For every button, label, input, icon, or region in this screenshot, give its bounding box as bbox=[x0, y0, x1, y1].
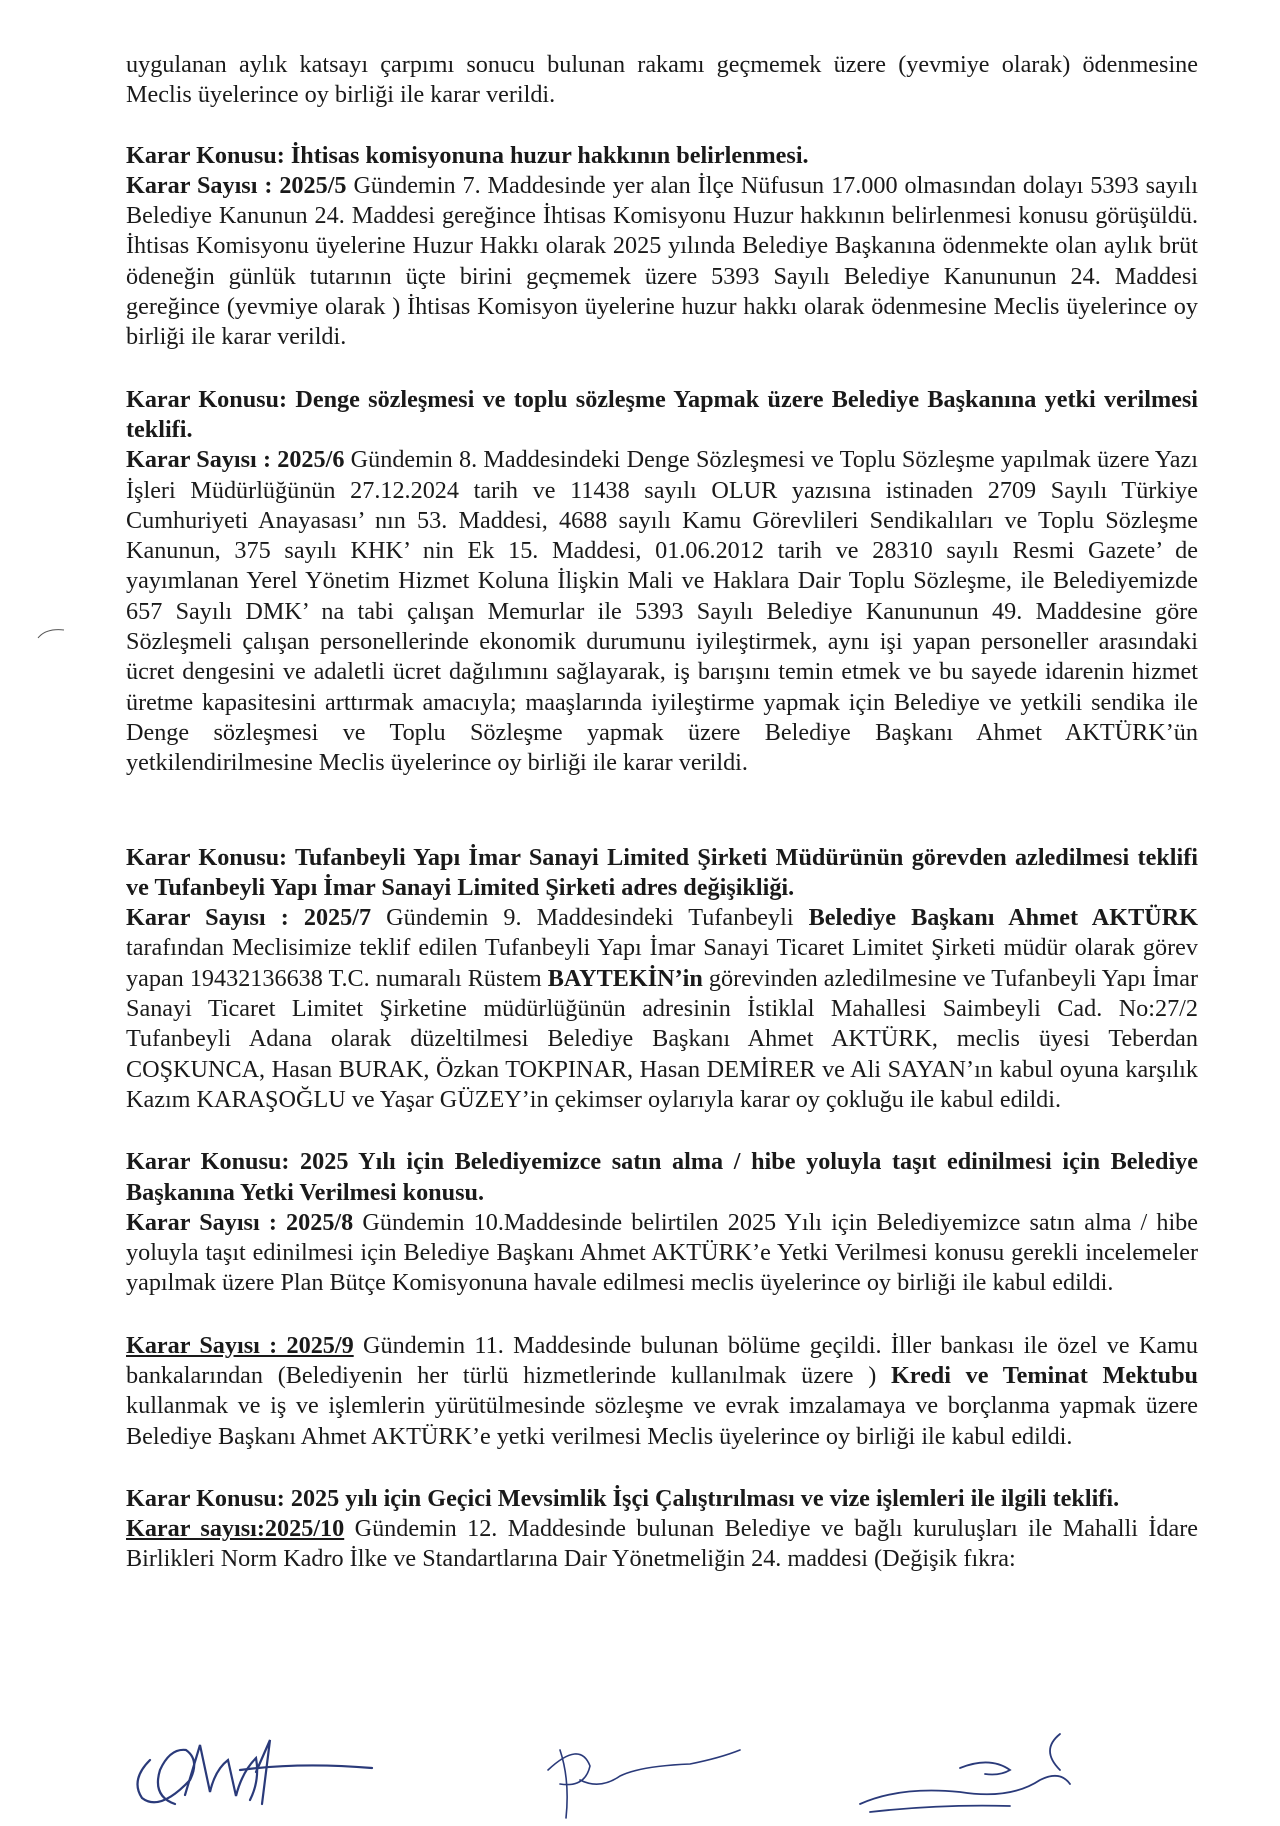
decision-paragraph bbox=[126, 1331, 1198, 1452]
decision-subject: Karar Konusu: 2025 Yılı için Belediyemizce satın alma / hibe yoluyla taşıt edinilmesi için Belediye Başkanına Yetki Verilmesi konusu. bbox=[126, 1148, 1198, 1206]
signatures bbox=[0, 1700, 1280, 1826]
decision-paragraph bbox=[126, 1514, 1198, 1575]
decision-number: Karar Sayısı : 2025/7 bbox=[126, 904, 372, 932]
decision-bold-text: Belediye Başkanı Ahmet AKTÜRK bbox=[808, 904, 1198, 932]
decision-body-part: tarafından Meclisimize teklif edilen Tufanbeyli Yapı İmar Sanayi Ticaret Limitet Şirketi müdür olarak görev yapan 19432136638 T.C. numaralı Rüstem bbox=[126, 934, 1198, 992]
decision-paragraph bbox=[126, 445, 1198, 778]
signature-right bbox=[860, 1734, 1070, 1812]
decision-paragraph bbox=[126, 171, 1198, 353]
decision-body-part: Gündemin 11. Maddesinde bulunan bölüme geçildi. İller bankası ile özel ve Kamu bankalarından (Belediyenin her türlü hizmetlerinde kullanılmak üzere ) bbox=[126, 1331, 1198, 1389]
decision-number: Karar Sayısı : 2025/8 bbox=[126, 1208, 354, 1236]
decision-paragraph bbox=[126, 903, 1198, 1115]
decision-bold-text: BAYTEKİN’in bbox=[547, 964, 703, 992]
signature-middle bbox=[548, 1750, 740, 1818]
decision-number: Karar Sayısı : 2025/5 bbox=[126, 171, 347, 199]
decision-number: Karar Sayısı : 2025/9 bbox=[126, 1331, 354, 1359]
decision-body: Gündemin 8. Maddesindeki Denge Sözleşmesi ve Toplu Sözleşme yapılmak üzere Yazı İşleri Müdürlüğünün 27.12.2024 tarih ve 11438 sayılı OLUR yazısına istinaden 2709 Sayılı Türkiye Cumhuriyeti Anayasası’ nın 53. Maddesi, 4688 sayılı Kamu Görevlileri Sendikalıları ve Toplu Sözleşme Kanunun, 375 sayılı KHK’ nin Ek 15. Maddesi, 01.06.2012 tarih ve 28310 sayılı Resmi Gazete’ de yayımlanan Yerel Yönetim Hizmet Koluna İlişkin Mali ve Haklara Dair Toplu Sözleşme, ile Belediyemizde 657 Sayılı DMK’ na tabi çalışan Memurlar ile 5393 Sayılı Belediye Kanununun 49. Maddesine göre Sözleşmeli çalışan personellerinde ekonomik durumunu iyileştirmek, aynı işi yapan personeller arasındaki ücret dengesini ve adaletli ücret dağılımını sağlayarak, iş barışını temin etmek ve bu sayede idarenin hizmet üretme kapasitesini arttırmak amacıyla; maaşlarında iyileştirme yapmak için Belediye ve yetkili sendika ile Denge sözleşmesi ve Toplu Sözleşme yapmak üzere Belediye Başkanı Ahmet AKTÜRK’ün yetkilendirilmesine Meclis üyelerince oy birliği ile karar verildi. bbox=[126, 446, 1198, 777]
decision-body-part: Gündemin 9. Maddesindeki Tufanbeyli bbox=[371, 904, 809, 932]
decision-subject: Karar Konusu: Tufanbeyli Yapı İmar Sanayi Limited Şirketi Müdürünün görevden azledilmesi teklifi ve Tufanbeyli Yapı İmar Sanayi Limited Şirketi adres değişikliği. bbox=[126, 843, 1198, 901]
decision-subject: Karar Konusu: 2025 yılı için Geçici Mevsimlik İşçi Çalıştırılması ve vize işlemleri ile ilgili teklifi. bbox=[126, 1484, 1120, 1512]
decision-subject: Karar Konusu: Denge sözleşmesi ve toplu sözleşme Yapmak üzere Belediye Başkanına yetki verilmesi teklifi. bbox=[126, 385, 1198, 443]
decision-paragraph bbox=[126, 1208, 1198, 1299]
intro-paragraph: uygulanan aylık katsayı çarpımı sonucu bulunan rakamı geçmemek üzere (yevmiye olarak) ödenmesine Meclis üyelerince oy birliği ile karar verildi. bbox=[126, 51, 1198, 109]
document-page bbox=[126, 50, 1198, 1575]
decision-number: Karar sayısı:2025/10 bbox=[126, 1515, 345, 1543]
decision-body: Gündemin 7. Maddesinde yer alan İlçe Nüfusun 17.000 olmasından dolayı 5393 sayılı Belediye Kanunun 24. Maddesi gereğince İhtisas Komisyonu Huzur hakkının belirlenmesi konusu görüşüldü. İhtisas Komisyonu üyelerine Huzur Hakkı olarak 2025 yılında Belediye Başkanına ödenmekte olan aylık brüt ödeneğin günlük tutarının üçte birini geçmemek üzere 5393 Sayılı Belediye Kanununun 24. Maddesi gereğince (yevmiye olarak ) İhtisas Komisyon üyelerine huzur hakkı olarak ödenmesine Meclis üyelerince oy birliği ile karar verildi. bbox=[126, 171, 1198, 351]
margin-mark bbox=[36, 626, 66, 640]
decision-body: Gündemin 10.Maddesinde belirtilen 2025 Yılı için Belediyemizce satın alma / hibe yoluyla taşıt edinilmesi için Belediye Başkanı Ahmet AKTÜRK’e Yetki Verilmesi konusu gerekli incelemeler yapılmak üzere Plan Bütçe Komisyonuna havale edilmesi meclis üyelerince oy birliği ile kabul edildi. bbox=[126, 1208, 1198, 1297]
decision-body-part: kullanmak ve iş ve işlemlerin yürütülmesinde sözleşme ve evrak imzalamaya ve borçlanma yapmak üzere Belediye Başkanı Ahmet AKTÜRK’e yetki verilmesi Meclis üyelerince oy birliği ile kabul edildi. bbox=[126, 1392, 1198, 1450]
decision-body: Gündemin 12. Maddesinde bulunan Belediye ve bağlı kuruluşları ile Mahalli İdare Birlikleri Norm Kadro İlke ve Standartlarına Dair Yönetmeliğin 24. maddesi (Değişik fıkra: bbox=[126, 1515, 1198, 1573]
decision-subject: Karar Konusu: İhtisas komisyonuna huzur hakkının belirlenmesi. bbox=[126, 141, 809, 169]
signature-left bbox=[138, 1740, 373, 1804]
decision-bold-text: Kredi ve Teminat Mektubu bbox=[890, 1361, 1198, 1389]
decision-body-part: görevinden azledilmesine ve Tufanbeyli Yapı İmar Sanayi Ticaret Limitet Şirketine müdürlüğünün adresinin İstiklal Mahallesi Saimbeyli Cad. No:27/2 Tufanbeyli Adana olarak düzeltilmesi Belediye Başkanı Ahmet AKTÜRK, meclis üyesi Teberdan COŞKUNCA, Hasan BURAK, Özkan TOKPINAR, Hasan DEMİRER ve Ali SAYAN’ın kabul oyuna karşılık Kazım KARAŞOĞLU ve Yaşar GÜZEY’in çekimser oylarıyla karar oy çokluğu ile kabul edildi. bbox=[126, 964, 1198, 1113]
decision-number: Karar Sayısı : 2025/6 bbox=[126, 446, 345, 474]
